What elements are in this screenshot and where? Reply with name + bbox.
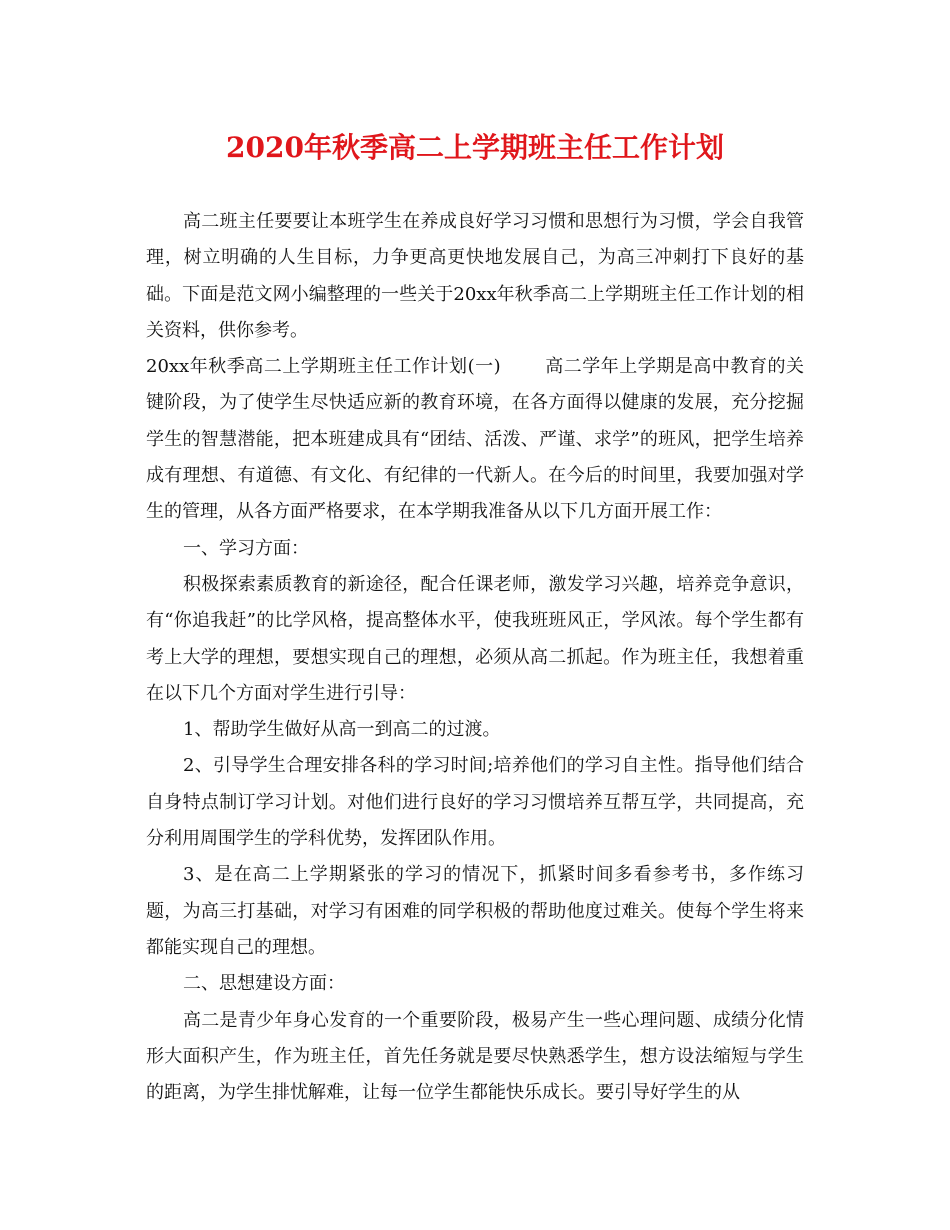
study-item-1: 1、帮助学生做好从高一到高二的过渡。: [183, 719, 501, 741]
thought-paragraph: 高二是青少年身心发育的一个重要阶段，极易产生一些心理问题、成绩分化情形大面积产生，作为班主任，首先任务就是要尽快熟悉学生，想方设法缩短与学生的距离，为学生排忧解难，让每一位学生都能快乐成长。要引导好学生的从: [146, 1009, 804, 1104]
document-title: 2020年秋季高二上学期班主任工作计划: [226, 131, 724, 164]
study-item-3: 3、是在高二上学期紧张的学习的情况下，抓紧时间多看参考书，多作练习题，为高三打基础，对学习有困难的同学积极的帮助他度过难关。使每个学生将来都能实现自己的理想。: [146, 864, 804, 958]
section-heading-thought: 二、思想建设方面：: [183, 973, 345, 995]
plan-intro-text: 高二学年上学期是高中教育的关键阶段，为了使学生尽快适应新的教育环境，在各方面得以健康的发展，充分挖掘学生的智慧潜能，把本班建成具有“团结、活泼、严谨、求学”的班风，把学生培养成有理想、有道德、有文化、有纪律的一代新人。在今后的时间里，我要加强对学生的管理，从各方面严格要求，在本学期我准备从以下几方面开展工作：: [146, 356, 804, 523]
section-heading-study: 一、学习方面：: [183, 537, 309, 559]
document-body: [146, 204, 804, 1111]
plan-heading: 20xx年秋季高二上学期班主任工作计划(一): [146, 356, 501, 378]
study-item-2: 2、引导学生合理安排各科的学习时间;培养他们的学习自主性。指导他们结合自身特点制订学习计划。对他们进行良好的学习习惯培养互帮互学，共同提高，充分利用周围学生的学科优势，发挥团队作用。: [146, 755, 804, 850]
plan-paragraph: [146, 349, 804, 530]
intro-paragraph: 高二班主任要要让本班学生在养成良好学习习惯和思想行为习惯，学会自我管理，树立明确的人生目标，力争更高更快地发展自己，为高三冲刺打下良好的基础。下面是范文网小编整理的一些关于20xx年秋季高二上学期班主任工作计划的相关资料，供你参考。: [146, 211, 804, 341]
study-paragraph: 积极探索素质教育的新途径，配合任课老师，激发学习兴趣，培养竞争意识，有“你追我赶”的比学风格，提高整体水平，使我班班风正，学风浓。每个学生都有考上大学的理想，要想实现自己的理想，必须从高二抓起。作为班主任，我想着重在以下几个方面对学生进行引导：: [146, 573, 804, 704]
